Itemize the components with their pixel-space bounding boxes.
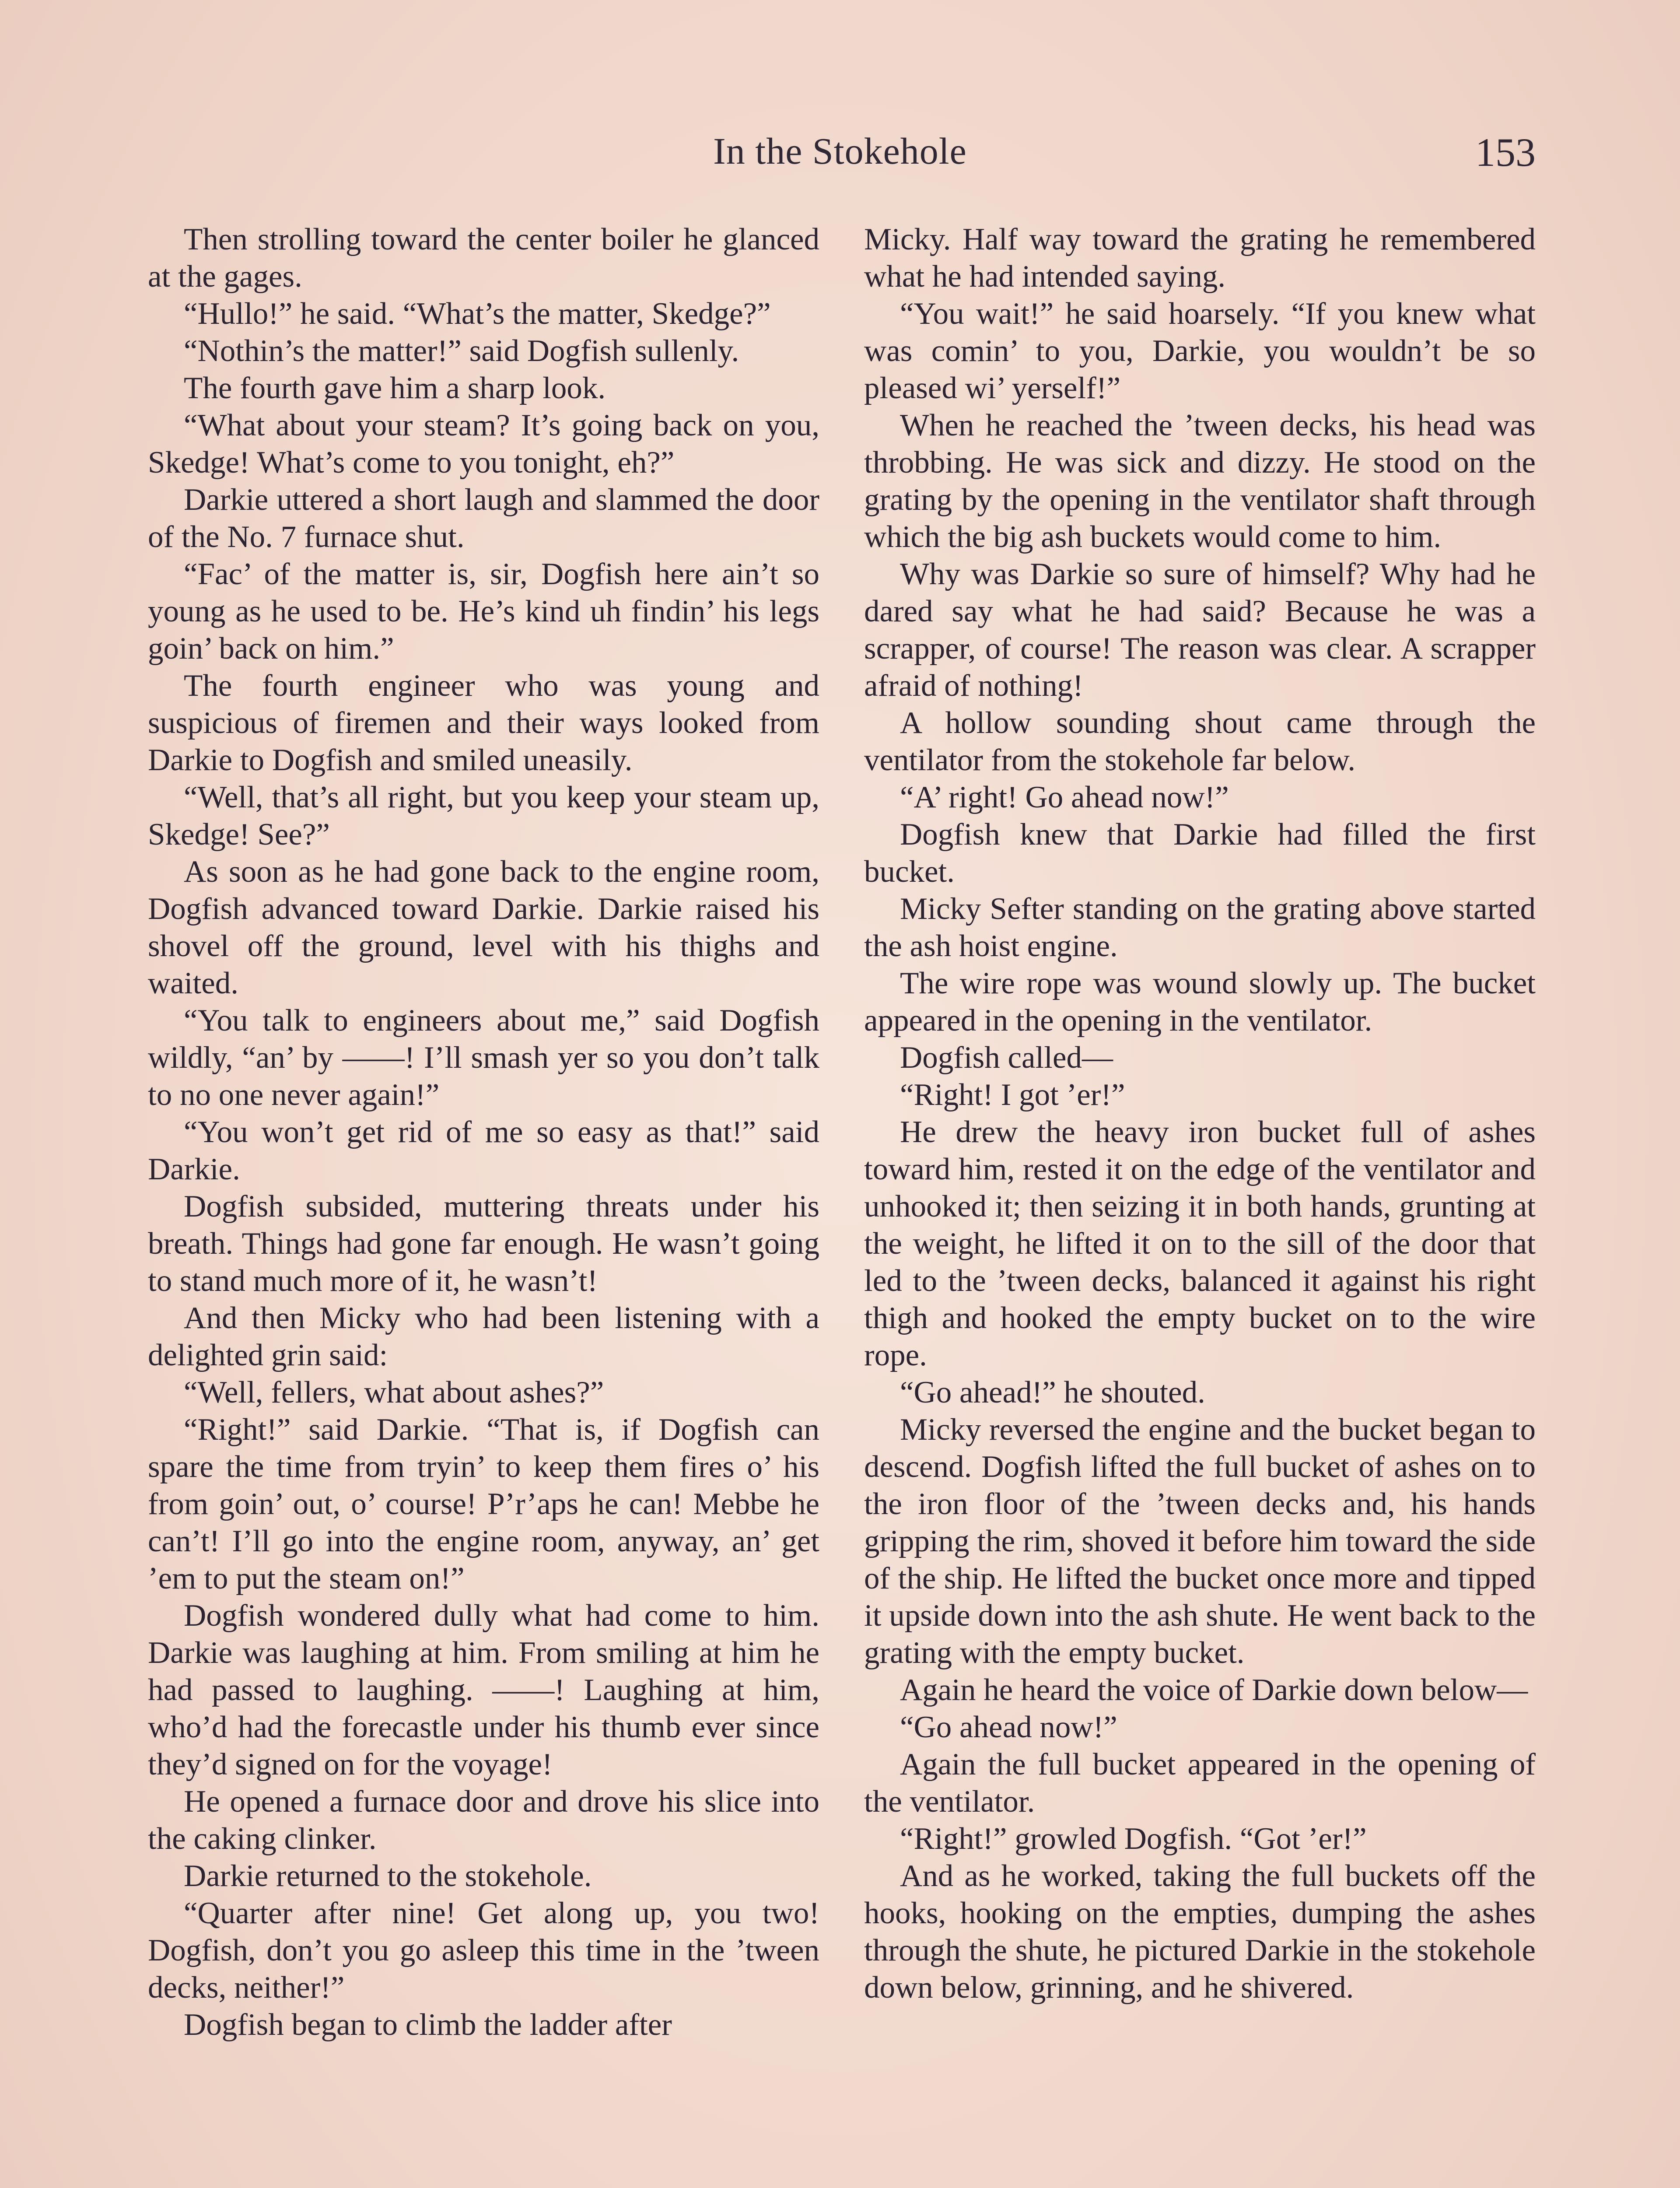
paragraph: And as he worked, taking the full buckets off the hooks, hooking on the empties, dumping the ashes through the shute, he pictured Darkie in the stokehole down below, grinning, and he shivered.	[864, 1859, 1536, 2005]
paragraph: “Fac’ of the matter is, sir, Dogfish here ain’t so young as he used to be. He’s kind uh findin’ his legs goin’ back on him.”	[148, 557, 819, 666]
paragraph: “You won’t get rid of me so easy as that!” said Darkie.	[148, 1115, 819, 1186]
paragraph: He opened a furnace door and drove his slice into the caking clinker.	[148, 1785, 819, 1856]
paragraph: As soon as he had gone back to the engine room, Dogfish advanced toward Darkie. Darkie raised his shovel off the ground, level with his thighs and waited.	[148, 855, 819, 1000]
paragraph: Again he heard the voice of Darkie down below—	[900, 1673, 1528, 1707]
paragraph: “Well, fellers, what about ashes?”	[184, 1375, 604, 1410]
paragraph: “Quarter after nine! Get along up, you two! Dogfish, don’t you go asleep this time in the ’tween decks, neither!”	[148, 1896, 819, 2005]
paragraph: When he reached the ’tween decks, his head was throbbing. He was sick and dizzy. He stood on the grating by the opening in the ventilator shaft through which the big ash buckets would come to him.	[864, 408, 1536, 554]
paragraph: “Hullo!” he said. “What’s the matter, Skedge?”	[184, 297, 771, 331]
left-text-column	[148, 221, 819, 2044]
page-number: 153	[1475, 130, 1536, 175]
paragraph: Darkie uttered a short laugh and slammed the door of the No. 7 furnace shut.	[148, 483, 819, 554]
paragraph: “Well, that’s all right, but you keep your steam up, Skedge! See?”	[148, 780, 819, 852]
paragraph: “Right!” growled Dogfish. “Got ’er!”	[900, 1822, 1367, 1856]
paragraph: “Right!” said Darkie. “That is, if Dogfish can spare the time from tryin’ to keep them fires o’ his from goin’ out, o’ course! P’r’aps he can! Mebbe he can’t! I’ll go into the engine room, anyway, an’ get ’em to put the steam on!”	[148, 1413, 819, 1595]
paragraph: Micky. Half way toward the grating he remembered what he had intended saying.	[864, 222, 1536, 294]
paragraph: And then Micky who had been listening with a delighted grin said:	[148, 1301, 819, 1372]
paragraph: “You talk to engineers about me,” said Dogfish wildly, “an’ by ——! I’ll smash yer so you don’t talk to no one never again!”	[148, 1003, 819, 1112]
right-text-column	[864, 221, 1536, 2006]
paragraph: Again the full bucket appeared in the opening of the ventilator.	[864, 1747, 1536, 1819]
paragraph: The fourth gave him a sharp look.	[184, 371, 606, 405]
paragraph: Dogfish subsided, muttering threats under his breath. Things had gone far enough. He wasn’t going to stand much more of it, he wasn’t!	[148, 1189, 819, 1298]
paragraph: Dogfish wondered dully what had come to him. Darkie was laughing at him. From smiling at him he had passed to laughing. ——! Laughing at him, who’d had the forecastle under his thumb ever since they’d signed on for the voyage!	[148, 1599, 819, 1781]
paragraph: Dogfish called—	[900, 1041, 1113, 1075]
paragraph: Dogfish began to climb the ladder after	[184, 2008, 672, 2042]
paragraph: Micky reversed the engine and the bucket began to descend. Dogfish lifted the full bucket of ashes on to the iron floor of the ’tween decks and, his hands gripping the rim, shoved it before him toward the side of the ship. He lifted the bucket once more and tipped it upside down into the ash shute. He went back to the grating with the empty bucket.	[864, 1413, 1536, 1670]
paragraph: “What about your steam? It’s going back on you, Skedge! What’s come to you tonight, eh?”	[148, 408, 819, 480]
paragraph: The wire rope was wound slowly up. The bucket appeared in the opening in the ventilator.	[864, 966, 1536, 1038]
paragraph: “Go ahead now!”	[900, 1710, 1117, 1744]
paragraph: “Right! I got ’er!”	[900, 1078, 1125, 1112]
paragraph: Dogfish knew that Darkie had filled the first bucket.	[864, 817, 1536, 889]
paragraph: Then strolling toward the center boiler he glanced at the gages.	[148, 222, 819, 294]
paragraph: He drew the heavy iron bucket full of ashes toward him, rested it on the edge of the ventilator and unhooked it; then seizing it in both hands, grunting at the weight, he lifted it on to the sill of the door that led to the ’tween decks, balanced it against his right thigh and hooked the empty bucket on to the wire rope.	[864, 1115, 1536, 1372]
paragraph: “Go ahead!” he shouted.	[900, 1375, 1205, 1410]
page-header	[0, 129, 1680, 182]
paragraph: The fourth engineer who was young and suspicious of firemen and their ways looked from Darkie to Dogfish and smiled uneasily.	[148, 669, 819, 777]
paragraph: “Nothin’s the matter!” said Dogfish sullenly.	[184, 334, 739, 368]
paragraph: “A’ right! Go ahead now!”	[900, 780, 1229, 814]
running-head: In the Stokehole	[713, 130, 967, 172]
paragraph: Darkie returned to the stokehole.	[184, 1859, 592, 1893]
paragraph: “You wait!” he said hoarsely. “If you knew what was comin’ to you, Darkie, you wouldn’t be so pleased wi’ yerself!”	[864, 297, 1536, 405]
paragraph: A hollow sounding shout came through the ventilator from the stokehole far below.	[864, 706, 1536, 777]
paragraph: Why was Darkie so sure of himself? Why had he dared say what he had said? Because he was a scrapper, of course! The reason was clear. A scrapper afraid of nothing!	[864, 557, 1536, 703]
paragraph: Micky Sefter standing on the grating above started the ash hoist engine.	[864, 892, 1536, 963]
